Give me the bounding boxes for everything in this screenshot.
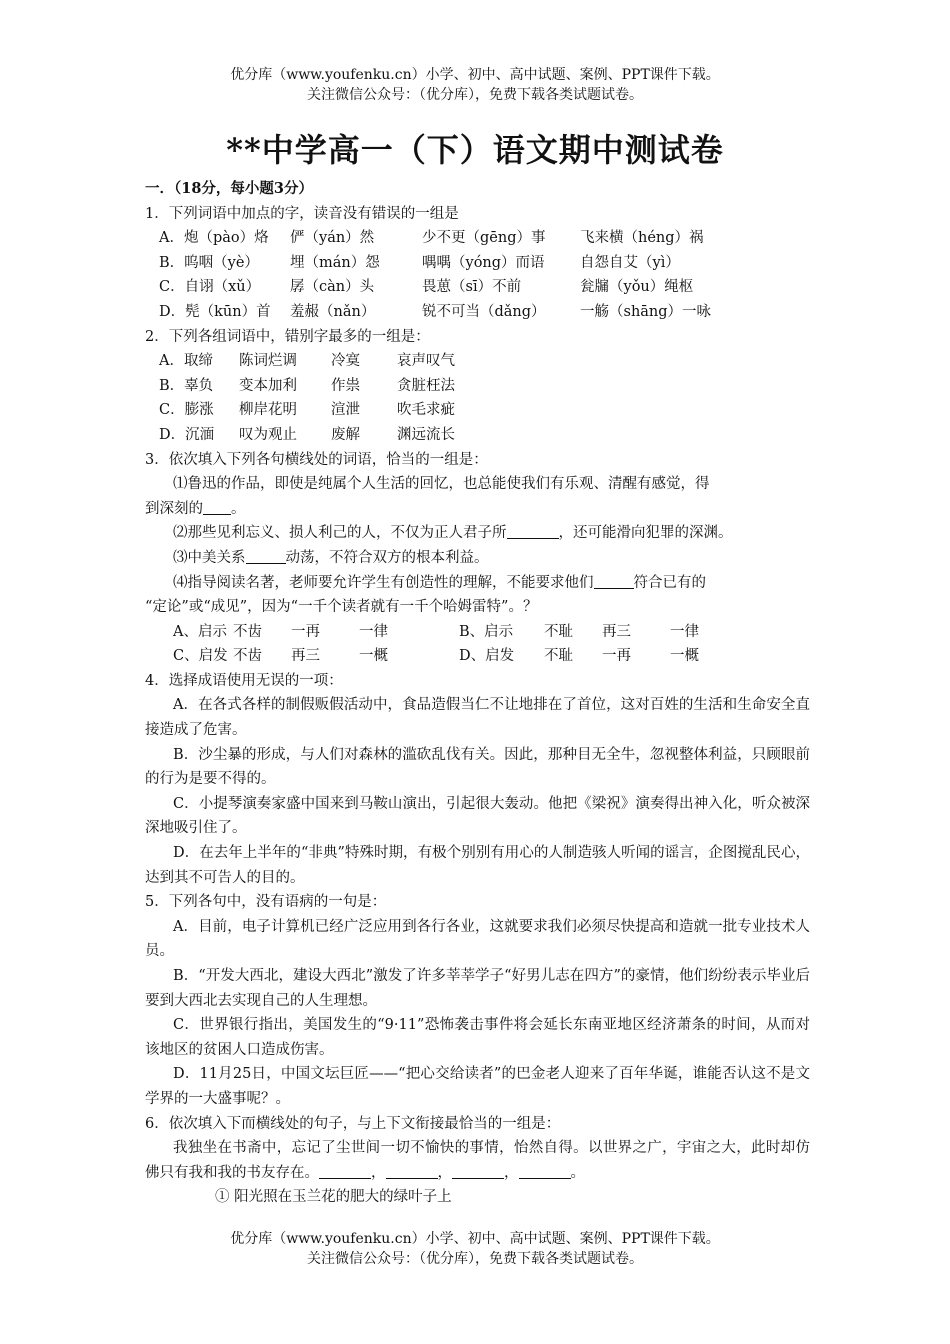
exam-content [145, 177, 810, 1210]
option-cell: 少不更（gēng）事 [422, 230, 546, 247]
q5-stem: 5．下列各句中，没有语病的一句是： [145, 894, 387, 911]
q3-sentence-4-cont: “定论”或“成见”，因为“一千个读者就有一千个哈姆雷特”。？ [145, 599, 538, 616]
q3-sentence-1-cont [145, 497, 810, 522]
q6-stem: 6．依次填入下而横线处的句子，与上下文衔接最恰当的一组是： [145, 1115, 561, 1132]
option-cell: 贪脏枉法 [397, 377, 455, 394]
sentence-text: ，还可能滑向犯罪的深渊。 [558, 525, 733, 542]
q2-option-c [145, 398, 810, 423]
q5-option-d: D．11月25日，中国文坛巨匠——“把心交给读者”的巴金老人迎来了百年华诞，谁能否认这不是文学界的一大盛事呢？。 [145, 1066, 810, 1107]
q6-passage [145, 1136, 810, 1185]
option-cell: 飞来横（héng）祸 [580, 230, 704, 247]
option-cell: C．自诩（xǔ） [159, 279, 261, 296]
option-cell: 孱（càn）头 [290, 279, 375, 296]
q3-sentence-2 [145, 521, 810, 546]
passage-text: 我独坐在书斋中，忘记了尘世间一切不愉快的事情，怡然自得。以世界之广，宇宙之大，此时却仿佛只有我和我的书友存在。 [145, 1140, 810, 1181]
end-mark: 。 [570, 1164, 585, 1181]
option-cell: A．炮（pào）烙 [159, 230, 269, 247]
sentence-text: ⑴鲁迅的作品，即使是纯属个人生活的回忆，也总能使我们有乐观、清醒有感觉，得 [173, 476, 710, 493]
option-cell: 渊远流长 [397, 426, 455, 443]
fill-blank [519, 1164, 571, 1179]
q1-option-b [145, 251, 810, 276]
choice-cell: B、启示 [459, 623, 514, 640]
fill-blank [246, 549, 286, 564]
separator: ， [437, 1164, 452, 1181]
option-cell: D．沉湎 [159, 426, 215, 443]
q4-option-d: D．在去年上半年的“非典”特殊时期，有极个别别有用心的人制造骇人听闻的谣言，企图搅乱民心，达到其不可告人的目的。 [145, 845, 810, 886]
q5-option-b: B．“开发大西北，建设大西北”激发了许多莘莘学子“好男儿志在四方”的豪情，他们纷纷表示毕业后要到大西北去实现自己的人生理想。 [145, 968, 810, 1009]
option-cell: 废解 [331, 426, 360, 443]
option-cell: 羞赧（nǎn） [290, 303, 376, 320]
choice-cell: C、启发 [173, 648, 228, 665]
q1-stem: 1．下列词语中加点的字，读音没有错误的一组是 [145, 205, 459, 222]
footer-line-1: 优分库（www.youfenku.cn）小学、初中、高中试题、案例、PPT课件下载。 [230, 1231, 720, 1247]
q1-option-d [145, 300, 810, 325]
fill-blank [507, 524, 559, 539]
option-cell: 瓮牖（yǒu）绳枢 [580, 279, 694, 296]
option-cell: 自怨自艾（yì） [580, 254, 680, 271]
q6-option-1: ① 阳光照在玉兰花的肥大的绿叶子上 [215, 1189, 452, 1206]
q4-stem: 4．选择成语使用无误的一项： [145, 672, 343, 689]
option-cell: A．取缔 [159, 353, 213, 370]
footer-line-2: 关注微信公众号：（优分库），免费下载各类试题试卷。 [307, 1251, 643, 1267]
choice-cell: 一律 [359, 623, 388, 640]
choice-cell: 不耻 [544, 623, 573, 640]
header-line-1: 优分库（www.youfenku.cn）小学、初中、高中试题、案例、PPT课件下载。 [230, 67, 720, 83]
choice-cell: 不耻 [544, 648, 573, 665]
option-cell: 陈词烂调 [239, 353, 297, 370]
option-cell: 作祟 [331, 377, 360, 394]
q3-sentence-4 [145, 571, 810, 596]
q3-sentence-1 [145, 472, 810, 497]
q4-option-c: C．小提琴演奏家盛中国来到马鞍山演出，引起很大轰动。他把《梁祝》演奏得出神入化，听众被深深地吸引住了。 [145, 795, 810, 837]
q3-sentence-3 [145, 546, 810, 571]
choice-cell: 一律 [670, 623, 699, 640]
sentence-text: ⑷指导阅读名著，老师要允许学生有创造性的理解，不能要求他们 [173, 574, 594, 591]
q1-option-c [145, 275, 810, 300]
choice-cell: 一再 [291, 623, 320, 640]
q2-stem: 2．下列各组词语中，错别字最多的一组是： [145, 328, 430, 345]
fill-blank [594, 574, 634, 589]
q3-stem: 3．依次填入下列各句横线处的词语，恰当的一组是： [145, 451, 488, 468]
option-cell: 变本加利 [239, 377, 297, 394]
option-cell: B．辜负 [159, 377, 214, 394]
fill-blank [203, 500, 231, 515]
option-cell: 埋（mán）怨 [290, 254, 380, 271]
q4-option-b: B．沙尘暴的形成，与人们对森林的滥砍乱伐有关。因此，那种目无全牛，忽视整体利益，只顾眼前的行为是要不得的。 [145, 746, 810, 788]
option-cell: 柳岸花明 [239, 402, 297, 419]
option-cell: 吹毛求疵 [397, 402, 455, 419]
fill-blank [386, 1164, 438, 1179]
option-cell: 锐不可当（dǎng） [422, 303, 546, 320]
sentence-text: 符合已有的 [633, 574, 706, 591]
page-title: **中学高一（下）语文期中测试卷 [226, 131, 724, 169]
choice-cell: 再三 [602, 623, 631, 640]
q5-option-c: C．世界银行指出，美国发生的“9·11”恐怖袭击事件将会延长东南亚地区经济萧条的时间，从而对该地区的贫困人口造成伤害。 [145, 1017, 810, 1058]
q3-choices-ab [145, 620, 810, 645]
choice-cell: D、启发 [459, 648, 515, 665]
option-cell: 一觞（shāng）一咏 [580, 303, 712, 320]
choice-cell: 不齿 [233, 648, 262, 665]
choice-cell: 一概 [670, 648, 699, 665]
q2-option-a [145, 349, 810, 374]
option-cell: 喁喁（yóng）而语 [422, 254, 545, 271]
header-line-2: 关注微信公众号：（优分库），免费下载各类试题试卷。 [307, 87, 643, 103]
q5-option-a: A．目前，电子计算机已经广泛应用到各行各业，这就要求我们必须尽快提高和造就一批专业技术人员。 [145, 918, 810, 960]
q3-choices-cd [145, 644, 810, 669]
fill-blank [452, 1164, 504, 1179]
sentence-text: 到深刻的 [145, 500, 203, 517]
option-cell: B．呜咽（yè） [159, 254, 259, 271]
choice-cell: 再三 [291, 648, 320, 665]
fill-blank [319, 1164, 371, 1179]
sentence-text: ⑵那些见利忘义、损人利己的人，不仅为正人君子所 [173, 525, 507, 542]
choice-cell: 不齿 [233, 623, 262, 640]
option-cell: 叹为观止 [239, 426, 297, 443]
option-cell: 哀声叹气 [397, 353, 455, 370]
option-cell: 冷寞 [331, 353, 360, 370]
separator: ， [371, 1164, 386, 1181]
choice-cell: 一概 [359, 648, 388, 665]
sentence-text: 。 [231, 500, 246, 517]
choice-cell: A、启示 [173, 623, 227, 640]
option-cell: 畏葸（sī）不前 [422, 279, 522, 296]
q2-option-d [145, 423, 810, 448]
q4-option-a: A．在各式各样的制假贩假活动中，食品造假当仁不让地排在了首位，这对百姓的生活和生命安全直接造成了危害。 [145, 697, 810, 739]
separator: ， [504, 1164, 519, 1181]
option-cell: 渲泄 [331, 402, 360, 419]
choice-cell: 一再 [602, 648, 631, 665]
q1-option-a [145, 226, 810, 251]
sentence-text: ⑶中美关系 [173, 549, 246, 566]
option-cell: C．膨涨 [159, 402, 214, 419]
sentence-text: 动荡，不符合双方的根本利益。 [285, 549, 489, 566]
option-cell: 俨（yán）然 [290, 230, 375, 247]
section-heading: 一．（18分，每小题3分） [145, 180, 314, 197]
option-cell: D．髡（kūn）首 [159, 303, 271, 320]
q2-option-b [145, 374, 810, 399]
